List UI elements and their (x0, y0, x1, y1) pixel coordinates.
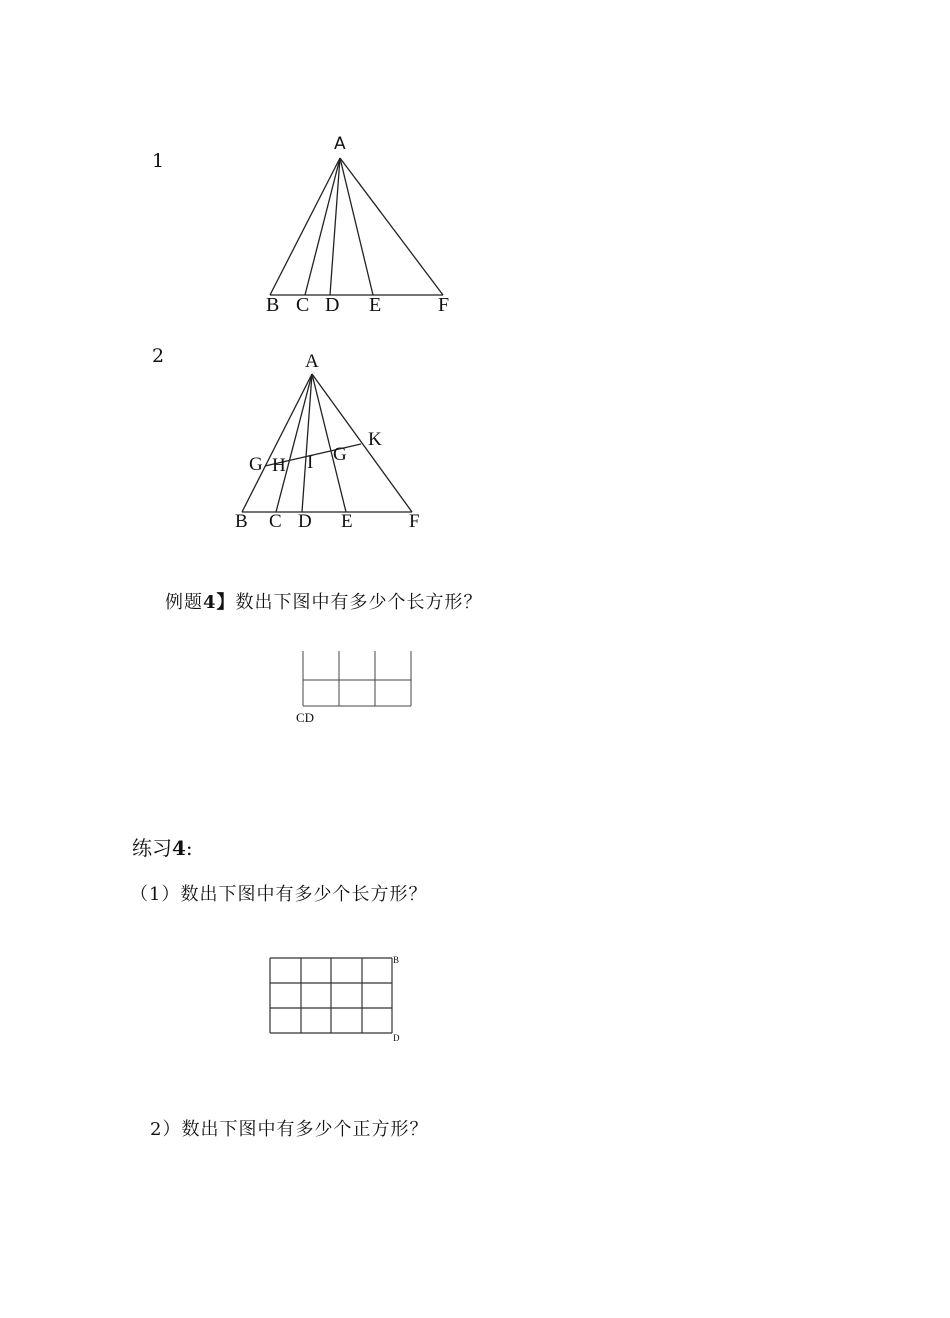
figure-1-number: 1 (152, 150, 165, 172)
label-F: F (409, 511, 420, 532)
label-E: E (341, 511, 353, 532)
triangle-figure-2 (225, 345, 445, 535)
label-I: I (307, 452, 314, 473)
label-K: K (368, 429, 382, 450)
line-AB (270, 158, 340, 295)
example-4-number: 4】 (203, 592, 236, 613)
example-4-caption: CD (296, 710, 315, 725)
example-4-question (165, 588, 483, 614)
label-G-right: G (333, 444, 347, 465)
label-A: A (305, 351, 319, 372)
figure-2-number: 2 (152, 345, 165, 367)
exercise-4-rectangle-grid (265, 950, 410, 1050)
example-4-question-text: 数出下图中有多少个长方形？ (235, 592, 483, 613)
example-4-prefix: 例题 (165, 592, 203, 613)
example-4-rectangle-grid (295, 645, 425, 730)
exercise-4-colon: : (185, 836, 193, 860)
label-D: D (298, 511, 312, 532)
exercise-4-question-2: 2）数出下图中有多少个正方形？ (150, 1119, 429, 1140)
label-H: H (272, 455, 286, 476)
corner-label-bottom: D (393, 1033, 400, 1043)
triangle-figure-1 (250, 128, 470, 318)
line-AF (340, 158, 443, 295)
label-G-left: G (249, 454, 263, 475)
label-F: F (438, 294, 450, 316)
label-D: D (325, 294, 340, 316)
line-AF (312, 374, 412, 512)
exercise-4-title: 练习 (132, 836, 172, 860)
line-AB (242, 374, 312, 512)
line-AE (312, 374, 346, 512)
label-B: B (235, 511, 248, 532)
line-AE (340, 158, 373, 295)
exercise-4-number: 4 (172, 836, 186, 860)
exercise-4-question-1: （1）数出下图中有多少个长方形？ (130, 884, 428, 905)
label-A: A (334, 134, 346, 154)
label-C: C (269, 511, 282, 532)
label-C: C (296, 294, 310, 316)
label-B: B (266, 294, 280, 316)
exercise-4-heading (132, 832, 193, 861)
label-E: E (369, 294, 382, 316)
corner-label-top: B (393, 955, 400, 965)
